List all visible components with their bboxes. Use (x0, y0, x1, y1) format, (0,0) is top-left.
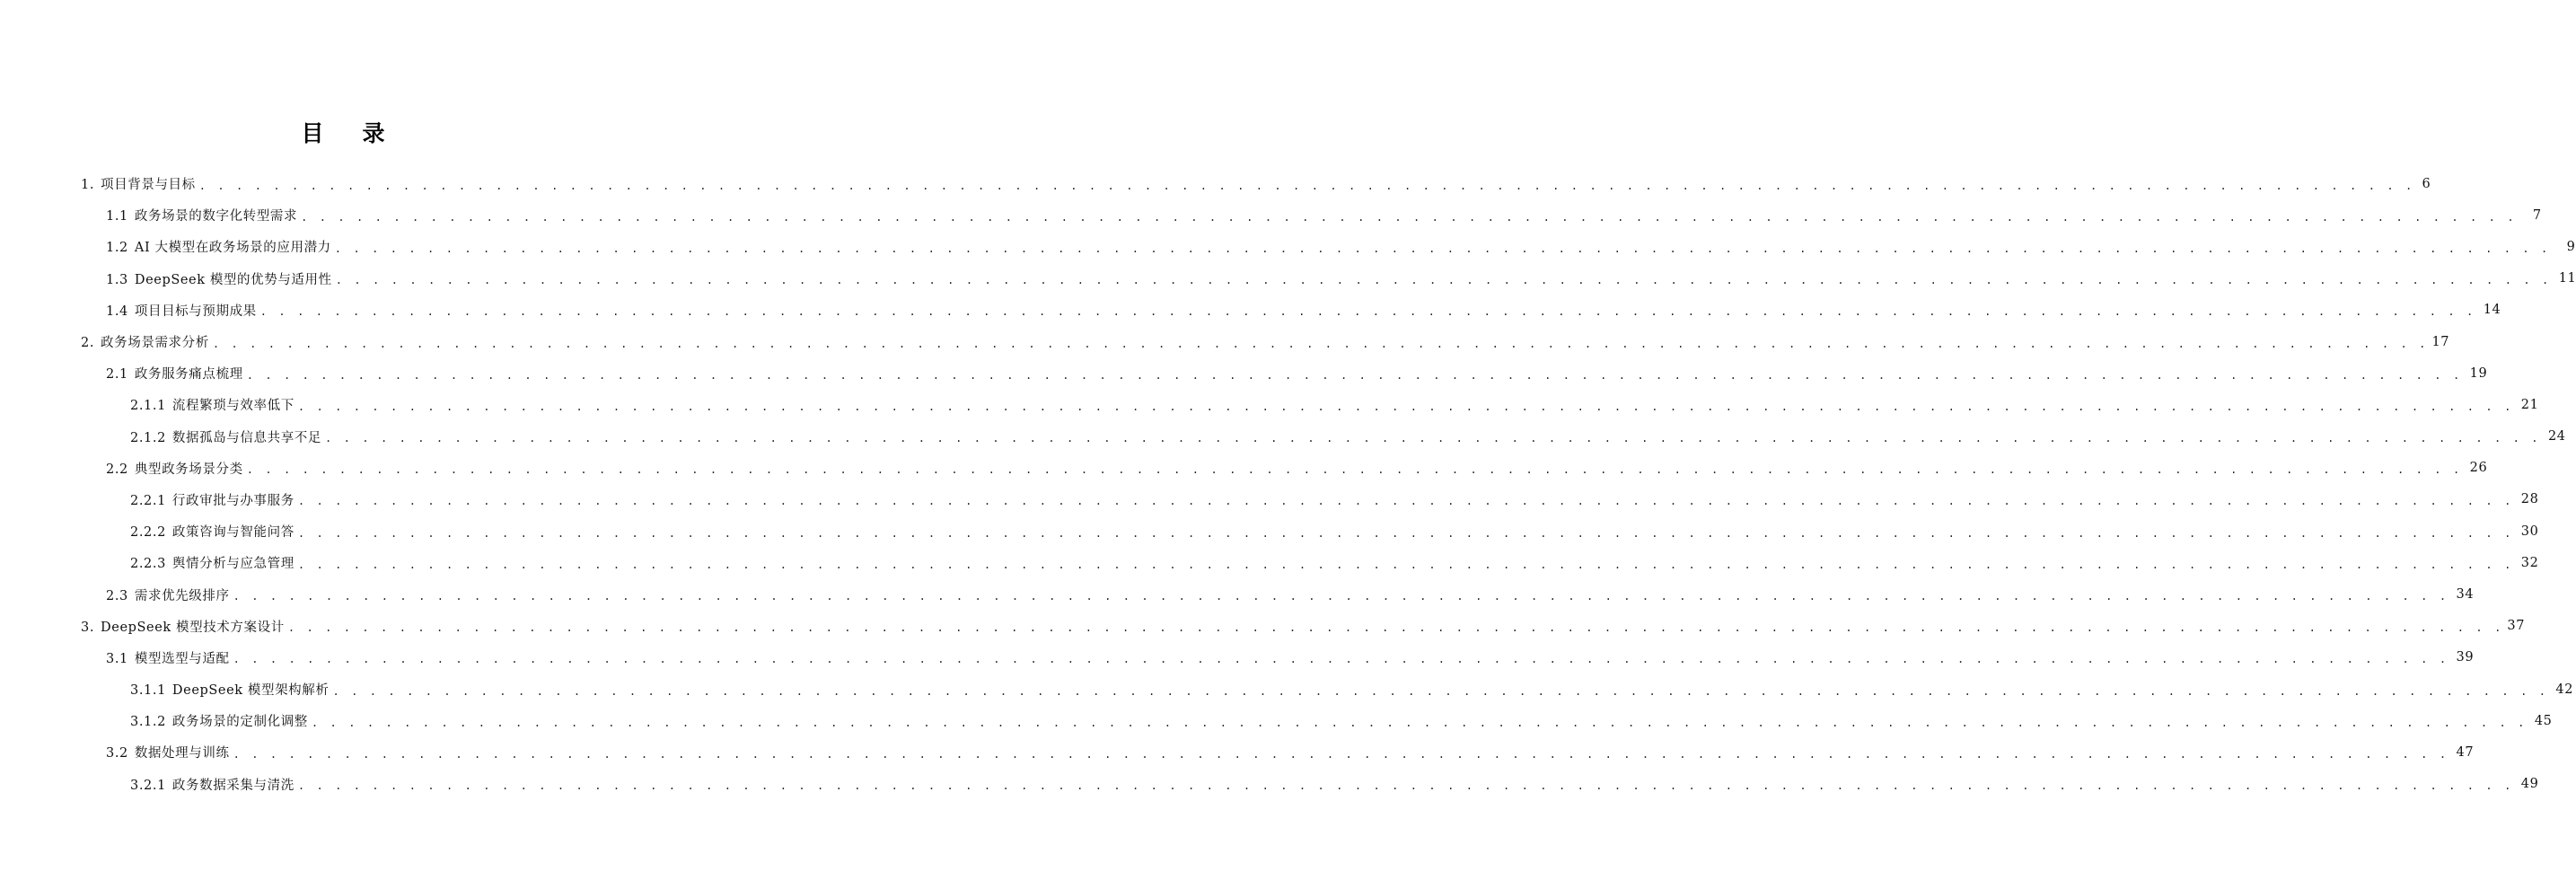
toc-entry-page-number: 30 (2520, 524, 2539, 539)
toc-entry-number: 2.1.2 (130, 430, 166, 445)
toc-entry[interactable] (0, 199, 2542, 231)
toc-entry-text: 政务场景的定制化调整 (171, 715, 308, 730)
toc-entry-label (130, 711, 308, 730)
toc-entry-number: 3.2.1 (130, 778, 166, 793)
toc-entry-text: 典型政务场景分类 (134, 462, 243, 477)
dot-leader: . . . . . . . . . . . . . . . . . . . . . . . . . . . . . . . . . . . . . . . . . . . . . . . . . . . . . . . . . . . . . . . . . . . . . . . . . . . . . . . . . . . . . . . . . . . . . . . . . . . . . . . . . . . . . . . . . . . . . . . . (246, 463, 2463, 477)
toc-entry-number: 1.3 (106, 272, 128, 287)
toc-entry[interactable] (0, 168, 2431, 199)
toc-entry-label (130, 522, 295, 541)
toc-entry[interactable] (0, 263, 2576, 295)
dot-leader: . . . . . . . . . . . . . . . . . . . . . . . . . . . . . . . . . . . . . . . . . . . . . . . . . . . . . . . . . . . . . . . . . . . . . . . . . . . . . . . . . . . . . . . . . . . . . . . . . . . . . . . . . . . . . . . . . . . . . . . . (198, 179, 2415, 192)
toc-entry-page-number: 6 (2422, 176, 2431, 191)
toc-entry-label (106, 648, 230, 667)
toc-entry-number: 3.1.1 (130, 683, 166, 699)
dot-leader: . . . . . . . . . . . . . . . . . . . . . . . . . . . . . . . . . . . . . . . . . . . . . . . . . . . . . . . . . . . . . . . . . . . . . . . . . . . . . . . . . . . . . . . . . . . . . . . . . . . . . . . . . . . . . . . . . . . . . . . . (297, 526, 2514, 540)
toc-entry-text: AI 大模型在政务场景的应用潜力 (134, 241, 331, 256)
toc-entry-number: 3. (81, 620, 95, 635)
toc-entry[interactable] (0, 515, 2539, 547)
toc-entry-number: 2.1.1 (130, 399, 166, 414)
toc-entry-number: 2.3 (106, 588, 128, 603)
toc-entry-text: 行政审批与办事服务 (171, 493, 295, 508)
toc-entry-number: 1.2 (106, 241, 128, 256)
toc-entry-label (106, 206, 297, 224)
toc-entry-page-number: 7 (2532, 207, 2542, 223)
toc-entry-number: 2. (81, 336, 95, 351)
toc-entry[interactable] (0, 673, 2574, 705)
toc-entry-label (81, 174, 196, 193)
toc-entry-page-number: 42 (2555, 682, 2574, 697)
toc-entry[interactable] (0, 389, 2539, 420)
toc-entry-number: 3.1 (106, 651, 128, 666)
toc-entry-label (106, 459, 243, 478)
toc-entry-text: 政务场景需求分析 (101, 336, 209, 351)
toc-entry-text: 政务数据采集与清洗 (171, 778, 295, 793)
toc-entry-text: 政策咨询与智能问答 (171, 525, 295, 541)
dot-leader: . . . . . . . . . . . . . . . . . . . . . . . . . . . . . . . . . . . . . . . . . . . . . . . . . . . . . . . . . . . . . . . . . . . . . . . . . . . . . . . . . . . . . . . . . . . . . . . . . . . . . . . . . . . . . . . . . . . . . . . . (233, 653, 2449, 666)
toc-entry-label (130, 553, 295, 572)
toc-entry-label (106, 743, 230, 761)
toc-entry[interactable] (0, 357, 2488, 389)
toc-entry[interactable] (0, 326, 2450, 357)
toc-entry[interactable] (0, 421, 2566, 453)
toc-entry[interactable] (0, 547, 2539, 578)
toc-entry-number: 1.1 (106, 209, 128, 224)
dot-leader: . . . . . . . . . . . . . . . . . . . . . . . . . . . . . . . . . . . . . . . . . . . . . . . . . . . . . . . . . . . . . . . . . . . . . . . . . . . . . . . . . . . . . . . . . . . . . . . . . . . . . . . . . . . . . . . . . . . . . . . . (311, 716, 2528, 729)
toc-entry[interactable] (0, 642, 2475, 673)
toc-entry-text: DeepSeek 模型的优势与适用性 (134, 272, 332, 287)
toc-entry-page-number: 37 (2507, 619, 2526, 634)
toc-entry-label (130, 680, 329, 699)
toc-entry-text: 政务服务痛点梳理 (134, 367, 243, 383)
toc-entry[interactable] (0, 231, 2576, 262)
toc-entry-text: 项目目标与预期成果 (134, 304, 257, 319)
toc-entry-page-number: 14 (2483, 303, 2501, 318)
toc-entry-text: 数据处理与训练 (134, 746, 230, 761)
toc-entry-text: 政务场景的数字化转型需求 (134, 209, 298, 224)
toc-entry-text: 模型选型与适配 (134, 651, 230, 666)
toc-entry[interactable] (0, 736, 2475, 768)
toc-entry-number: 2.2.3 (130, 557, 166, 572)
dot-leader: . . . . . . . . . . . . . . . . . . . . . . . . . . . . . . . . . . . . . . . . . . . . . . . . . . . . . . . . . . . . . . . . . . . . . . . . . . . . . . . . . . . . . . . . . . . . . . . . . . . . . . . . . . . . . . . . . . . . . . . . (297, 400, 2514, 413)
toc-entry-number: 3.2 (106, 746, 128, 761)
toc-entry[interactable] (0, 769, 2539, 800)
dot-leader: . . . . . . . . . . . . . . . . . . . . . . . . . . . . . . . . . . . . . . . . . . . . . . . . . . . . . . . . . . . . . . . . . . . . . . . . . . . . . . . . . . . . . . . . . . . . . . . . . . . . . . . . . . . . . . . . . . . . . . . . (246, 368, 2463, 382)
toc-entry-label (130, 775, 295, 794)
toc-entry-label (81, 617, 285, 636)
toc-entry[interactable] (0, 295, 2501, 326)
toc-entry-page-number: 19 (2469, 365, 2488, 381)
toc-entry-text: DeepSeek 模型技术方案设计 (101, 620, 285, 635)
toc-entry-label (106, 364, 243, 383)
toc-entry[interactable] (0, 484, 2539, 515)
toc-entry-text: 流程繁琐与效率低下 (171, 399, 295, 414)
toc-entry-page-number: 45 (2534, 713, 2553, 728)
toc-entry-label (106, 269, 332, 288)
dot-leader: . . . . . . . . . . . . . . . . . . . . . . . . . . . . . . . . . . . . . . . . . . . . . . . . . . . . . . . . . . . . . . . . . . . . . . . . . . . . . . . . . . . . . . . . . . . . . . . . . . . . . . . . . . . . . . . . . . . . . . . . (287, 621, 2504, 635)
toc-entry-page-number: 39 (2456, 650, 2475, 665)
dot-leader: . . . . . . . . . . . . . . . . . . . . . . . . . . . . . . . . . . . . . . . . . . . . . . . . . . . . . . . . . . . . . . . . . . . . . . . . . . . . . . . . . . . . . . . . . . . . . . . . . . . . . . . . . . . . . . . . . . . . . . . . (334, 242, 2551, 255)
table-of-contents (0, 168, 2576, 800)
toc-title-part-2: 录 (362, 119, 386, 146)
dot-leader: . . . . . . . . . . . . . . . . . . . . . . . . . . . . . . . . . . . . . . . . . . . . . . . . . . . . . . . . . . . . . . . . . . . . . . . . . . . . . . . . . . . . . . . . . . . . . . . . . . . . . . . . . . . . . . . . . . . . . . . . (233, 747, 2449, 761)
toc-entry-page-number: 9 (2566, 239, 2576, 254)
toc-entry-page-number: 24 (2547, 429, 2566, 444)
toc-entry-page-number: 47 (2456, 744, 2475, 760)
toc-title (0, 116, 687, 148)
toc-entry-label (106, 237, 331, 256)
toc-entry-number: 2.2.2 (130, 525, 166, 541)
dot-leader: . . . . . . . . . . . . . . . . . . . . . . . . . . . . . . . . . . . . . . . . . . . . . . . . . . . . . . . . . . . . . . . . . . . . . . . . . . . . . . . . . . . . . . . . . . . . . . . . . . . . . . . . . . . . . . . . . . . . . . . . (301, 210, 2517, 224)
toc-entry-text: 数据孤岛与信息共享不足 (171, 430, 322, 445)
toc-entry-page-number: 32 (2520, 555, 2539, 570)
toc-entry[interactable] (0, 611, 2526, 642)
toc-entry-text: 需求优先级排序 (134, 588, 230, 603)
toc-entry-page-number: 26 (2469, 461, 2488, 476)
dot-leader: . . . . . . . . . . . . . . . . . . . . . . . . . . . . . . . . . . . . . . . . . . . . . . . . . . . . . . . . . . . . . . . . . . . . . . . . . . . . . . . . . . . . . . . . . . . . . . . . . . . . . . . . . . . . . . . . . . . . . . . . (335, 274, 2552, 287)
toc-entry-number: 2.2.1 (130, 493, 166, 508)
toc-entry-page-number: 49 (2520, 777, 2539, 792)
toc-entry-text: 项目背景与目标 (101, 178, 196, 193)
toc-entry-page-number: 17 (2431, 334, 2450, 349)
toc-entry-number: 1.4 (106, 304, 128, 319)
dot-leader: . . . . . . . . . . . . . . . . . . . . . . . . . . . . . . . . . . . . . . . . . . . . . . . . . . . . . . . . . . . . . . . . . . . . . . . . . . . . . . . . . . . . . . . . . . . . . . . . . . . . . . . . . . . . . . . . . . . . . . . . (297, 495, 2514, 508)
dot-leader: . . . . . . . . . . . . . . . . . . . . . . . . . . . . . . . . . . . . . . . . . . . . . . . . . . . . . . . . . . . . . . . . . . . . . . . . . . . . . . . . . . . . . . . . . . . . . . . . . . . . . . . . . . . . . . . . . . . . . . . . (332, 684, 2549, 698)
toc-entry-page-number: 11 (2558, 271, 2576, 286)
toc-entry-label (106, 301, 257, 320)
dot-leader: . . . . . . . . . . . . . . . . . . . . . . . . . . . . . . . . . . . . . . . . . . . . . . . . . . . . . . . . . . . . . . . . . . . . . . . . . . . . . . . . . . . . . . . . . . . . . . . . . . . . . . . . . . . . . . . . . . . . . . . . (259, 305, 2476, 319)
toc-entry-number: 1. (81, 178, 95, 193)
toc-entry[interactable] (0, 453, 2488, 484)
toc-entry-label (130, 395, 295, 414)
toc-entry[interactable] (0, 705, 2553, 736)
toc-entry-page-number: 21 (2520, 397, 2539, 412)
dot-leader: . . . . . . . . . . . . . . . . . . . . . . . . . . . . . . . . . . . . . . . . . . . . . . . . . . . . . . . . . . . . . . . . . . . . . . . . . . . . . . . . . . . . . . . . . . . . . . . . . . . . . . . . . . . . . . . . . . . . . . . . (325, 432, 2541, 445)
toc-entry[interactable] (0, 578, 2475, 610)
toc-entry-page-number: 34 (2456, 587, 2475, 603)
toc-entry-number: 2.1 (106, 367, 128, 383)
toc-entry-text: DeepSeek 模型架构解析 (171, 683, 330, 699)
dot-leader: . . . . . . . . . . . . . . . . . . . . . . . . . . . . . . . . . . . . . . . . . . . . . . . . . . . . . . . . . . . . . . . . . . . . . . . . . . . . . . . . . . . . . . . . . . . . . . . . . . . . . . . . . . . . . . . . . . . . . . . . (297, 779, 2514, 793)
toc-entry-number: 2.2 (106, 462, 128, 477)
toc-entry-label (130, 490, 295, 509)
toc-entry-text: 舆情分析与应急管理 (171, 557, 295, 572)
dot-leader: . . . . . . . . . . . . . . . . . . . . . . . . . . . . . . . . . . . . . . . . . . . . . . . . . . . . . . . . . . . . . . . . . . . . . . . . . . . . . . . . . . . . . . . . . . . . . . . . . . . . . . . . . . . . . . . . . . . . . . . . (297, 558, 2514, 571)
toc-entry-number: 3.1.2 (130, 715, 166, 730)
toc-entry-label (81, 332, 209, 351)
toc-title-part-1: 目 (301, 119, 325, 146)
dot-leader: . . . . . . . . . . . . . . . . . . . . . . . . . . . . . . . . . . . . . . . . . . . . . . . . . . . . . . . . . . . . . . . . . . . . . . . . . . . . . . . . . . . . . . . . . . . . . . . . . . . . . . . . . . . . . . . . . . . . . . . . (212, 337, 2429, 350)
toc-entry-page-number: 28 (2520, 492, 2539, 507)
toc-entry-label (130, 427, 321, 446)
dot-leader: . . . . . . . . . . . . . . . . . . . . . . . . . . . . . . . . . . . . . . . . . . . . . . . . . . . . . . . . . . . . . . . . . . . . . . . . . . . . . . . . . . . . . . . . . . . . . . . . . . . . . . . . . . . . . . . . . . . . . . . . (233, 590, 2449, 603)
toc-entry-label (106, 585, 230, 604)
